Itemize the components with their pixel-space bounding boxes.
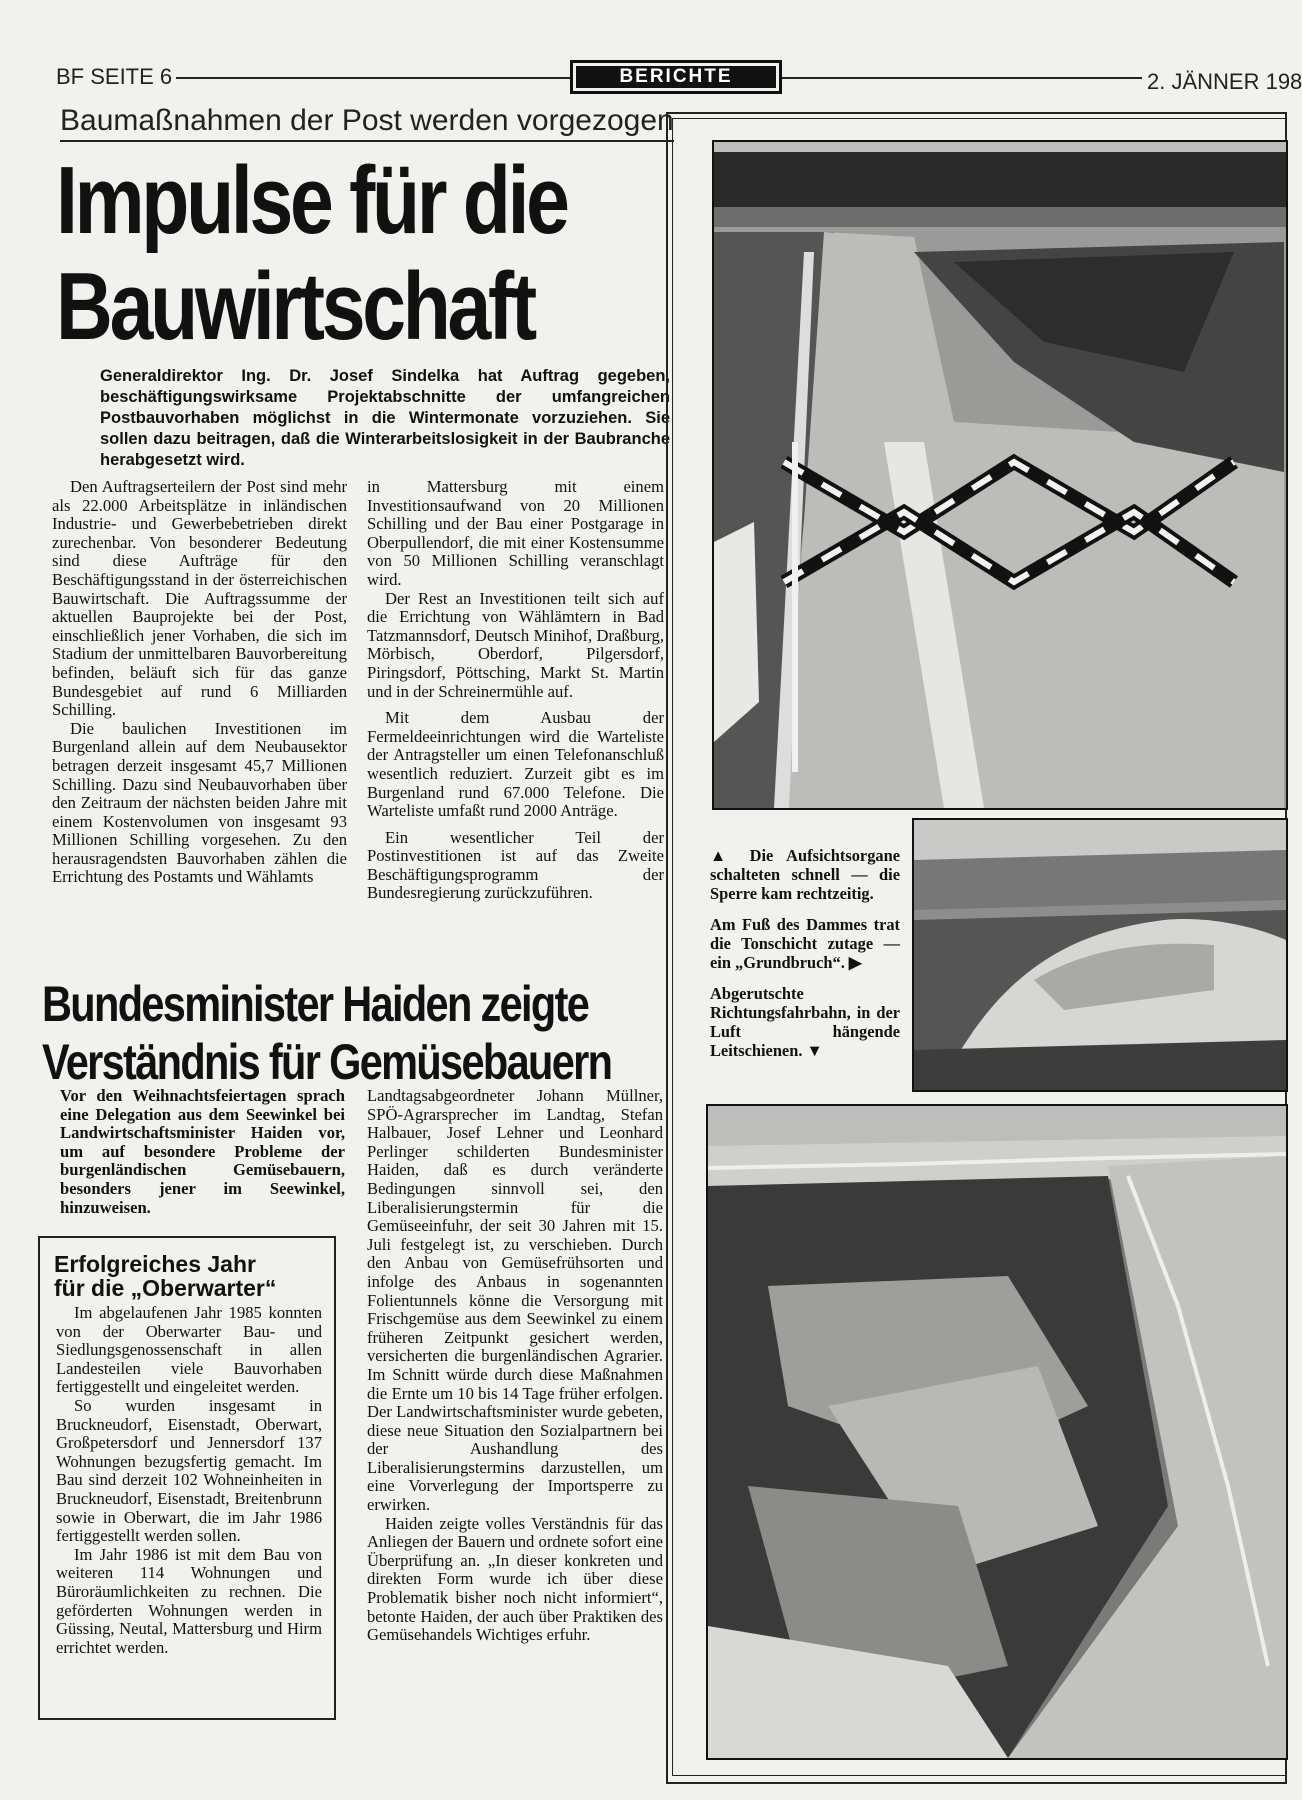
headline-line-2: Verständnis für Gemüsebauern (42, 1034, 612, 1090)
embankment-photo (912, 818, 1288, 1092)
paragraph: Im abgelaufenen Jahr 1985 konnten von der Oberwarter Bau- und Siedlungsgenossenschaft in allen Landesteilen viele Bauvorhaben fertiggestellt und eingeleitet werden. (56, 1303, 322, 1397)
box-text (56, 1304, 322, 1657)
paragraph: So wurden insgesamt in Bruckneudorf, Eisenstadt, Oberwart, Großpetersdorf und Jennersdorf 137 Wohnungen bezugsfertig gemacht. Im Bau sind derzeit 102 Wohneinheiten in Bruckneudorf, Eisenstadt, Breitenbrunn sowie in Oberwart, die im Jahr 1986 fertiggestellt werden sollen. (56, 1395, 322, 1546)
box-title (54, 1252, 276, 1300)
header-rule-left (176, 77, 570, 79)
header-rule-right (782, 77, 1142, 79)
issue-date: 2. JÄNNER 198 (1147, 69, 1302, 94)
article-kicker: Baumaßnahmen der Post werden vorgezogen (60, 104, 674, 142)
paragraph: Der Rest an Investitionen teilt sich auf die Errichtung von Wählämtern in Bad Tatzmannsdorf, Deutsch Minihof, Draßburg, Mörbisch, Oberdorf, Pilgersdorf, Piringsdorf, Pöttsching, Markt St. Martin und in der Schreinermühle auf. (367, 588, 664, 701)
headline-line-1: Bundesminister Haiden zeigte (42, 976, 589, 1032)
paragraph: Ein wesentlicher Teil der Postinvestitionen ist auf das Zweite Beschäftigungsprogramm der Bundesregierung zurückzuführen. (367, 827, 664, 903)
caption-barrier: ▲ Die Aufsichtsorgane schalteten schnell — die Sperre kam rechtzeitig. (710, 846, 900, 903)
headline-line-2: Bauwirtschaft (56, 253, 534, 360)
paragraph: Mit dem Ausbau der Fermeldeeinrichtungen wird die Warteliste der Antragsteller um einen Telefonanschluß wesentlich reduziert. Zurzeit gibt es im Burgenland rund 67.000 Telefone. Die Warteliste umfaßt rund 2000 Anträge. (367, 708, 664, 821)
embankment-photo-image (914, 820, 1286, 1090)
headline-line-1: Impulse für die (56, 147, 567, 254)
paragraph: Den Auftragserteilern der Post sind mehr als 22.000 Arbeitsplätze in inländischen Industrie- und Gewerbebetrieben direkt zurechenbar. Von besonderer Bedeutung sind diese Aufträge für den Beschäftigungsstand in der österreichischen Bauwirtschaft. Die Auftragssumme der aktuellen Bauprojekte bei der Post, einschließlich jener Vorhaben, die sich im Stadium der unmittelbaren Bauvorbereitung befinden, beläuft sich für das ganze Bundesgebiet auf rund 6 Milliarden Schilling. (52, 477, 347, 720)
paragraph: in Mattersburg mit einem Investitionsaufwand von 20 Millionen Schilling und der Bau einer Postgarage in Oberpullendorf, die mit einer Kostensumme von 50 Millionen Schilling veranschlagt wird. (367, 477, 664, 589)
photo-captions (710, 846, 900, 1072)
sidebar-box (38, 1236, 336, 1720)
paragraph: Landtagsabgeordneter Johann Müllner, SPÖ-Agrarsprecher im Landtag, Stefan Halbauer, Josef Lehner und Leonhard Perlinger schilderten Bundesminister Haiden, daß es durch veränderte Bedingungen sinnvoll sei, den Liberalisierungstermin für die Gemüseeinfuhr, der seit 30 Jahren mit 15. Juli festgelegt ist, zu verschieben. Durch den Anbau von Gemüsefrühsorten und infolge des Anbaus in sogenannten Folientunnels könne die Versorgung mit Frischgemüse aus dem Seewinkel zu einem früheren Zeitpunkt gesichert werden, versicherten die burgenländischen Agrarier. Im Schnitt würde durch diese Maßnahmen die Ernte um 10 bis 14 Tage früher erfolgen. Der Landwirtschaftsminister wurde gebeten, diese neue Situation den Sozialpartnern bei der Aushandlung des Liberalisierungstermins darzustellen, um eine Vorverlegung der Importsperre zu erwirken. (367, 1086, 663, 1515)
article1-column-1 (52, 478, 347, 887)
collapsed-road-photo-image (708, 1106, 1286, 1758)
barrier-photo (712, 140, 1288, 810)
barrier-photo-image (714, 142, 1286, 808)
section-label: BERICHTE (576, 66, 776, 88)
article2-lead: Vor den Weihnachtsfeiertagen sprach eine Delegation aus dem Seewinkel bei Landwirtschaftsminister Haiden vor, um auf besondere Probleme der burgenländischen Gemüsebauern, besonders jener im Seewinkel, hinzuweisen. (60, 1086, 345, 1217)
article2-headline (42, 975, 612, 1091)
collapsed-road-photo (706, 1104, 1288, 1760)
paragraph: Die baulichen Investitionen im Burgenland allein auf dem Neubausektor betragen derzeit insgesamt 45,7 Millionen Schilling. Dazu sind Neubauvorhaben über den Zeitraum der nächsten beiden Jahre mit einem Kostenvolumen von insgesamt 93 Millionen Schilling vorgesehen. Zu den herausragendsten Bauvorhaben zählen die Errichtung des Postamts und Wählamts (52, 718, 347, 887)
paragraph: Haiden zeigte volles Verständnis für das Anliegen der Bauern und ordnete sofort eine Überprüfung an. „In dieser konkreten und direkten Form wurde ich über diese Problematik bisher noch nicht informiert“, betonte Haiden, der auch über Praktiken des Gemüsehandels Wichtiges erfuhr. (367, 1513, 663, 1645)
section-tag (570, 60, 782, 94)
box-title-line-2: für die „Oberwarter“ (54, 1275, 277, 1301)
article-lead: Generaldirektor Ing. Dr. Josef Sindelka hat Auftrag gegeben, beschäftigungswirksame Projektabschnitte der umfangreichen Postbauvorhaben möglichst in die Wintermonate vorzuziehen. Sie sollen dazu beitragen, daß die Winterarbeitslosigkeit in der Baubranche herabgesetzt wird. (100, 367, 670, 469)
article-headline (56, 147, 567, 360)
caption-collapsed-road: Abgerutschte Richtungsfahrbahn, in der Luft hängende Leitschienen. ▼ (710, 984, 900, 1060)
article2-column-2 (367, 1087, 663, 1645)
page-number: BF SEITE 6 (56, 64, 173, 89)
caption-embankment: Am Fuß des Dammes trat die Tonschicht zutage — ein „Grundbruch“. ▶ (710, 915, 900, 972)
box-title-line-1: Erfolgreiches Jahr (54, 1251, 256, 1277)
paragraph: Im Jahr 1986 ist mit dem Bau von weiteren 114 Wohnungen und Büroräumlichkeiten zu rechnen. Die geförderten Wohnungen werden in Güssing, Neutal, Mattersburg und Hirm errichtet werden. (56, 1544, 322, 1657)
article1-column-2 (367, 478, 664, 903)
